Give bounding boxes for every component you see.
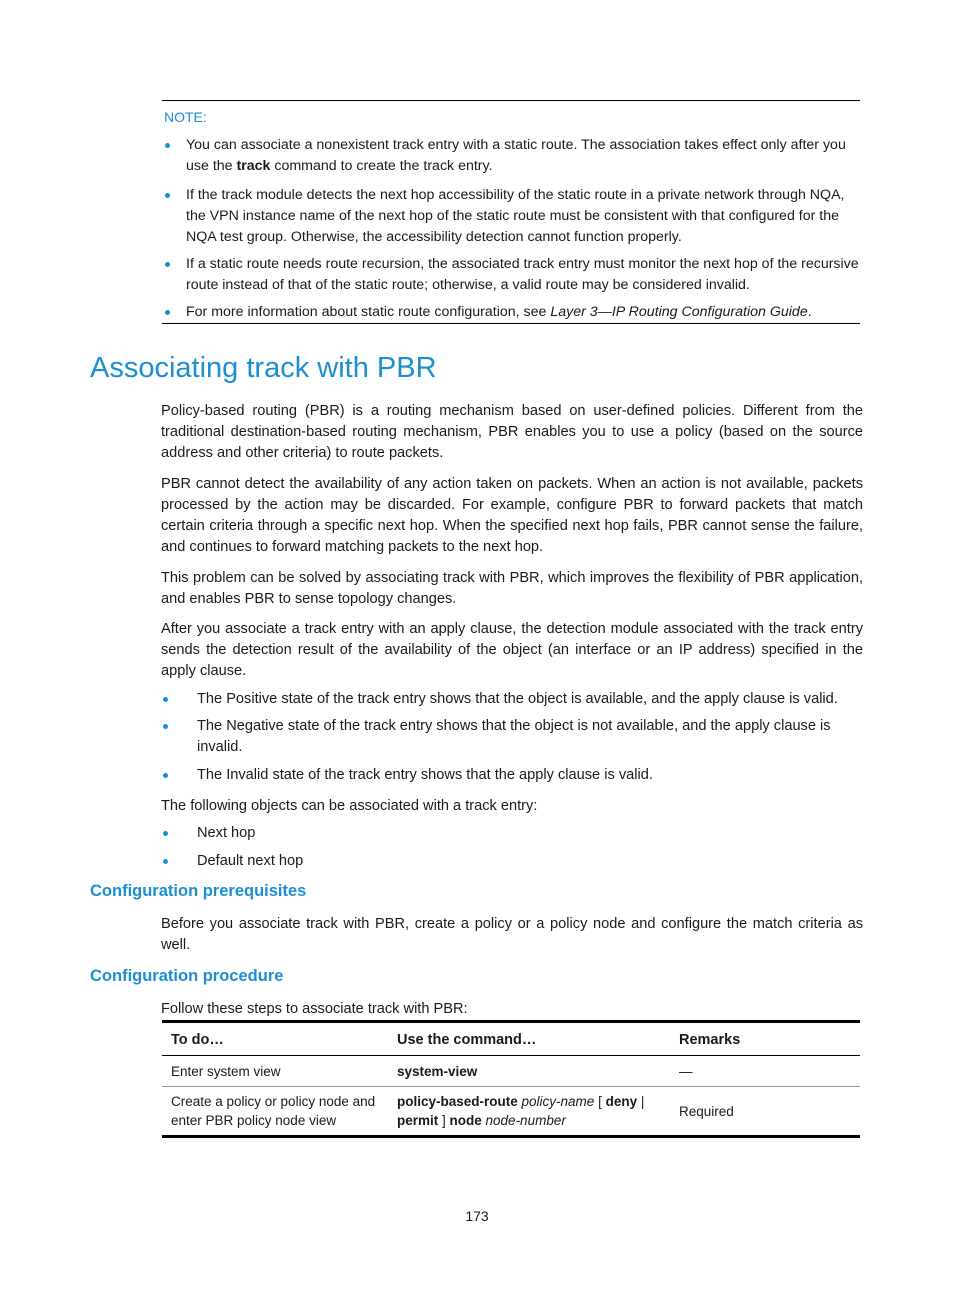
table-row: [162, 1056, 860, 1087]
bullet-icon: [165, 143, 170, 148]
note-box: [162, 100, 860, 324]
table-cell: —: [670, 1056, 860, 1087]
table-cell: Enter system view: [162, 1056, 388, 1087]
paragraph: The following objects can be associated with a track entry:: [161, 798, 538, 814]
table-row: [162, 1087, 860, 1137]
list-item: The Positive state of the track entry shows that the object is available, and the apply clause is valid.: [161, 689, 863, 710]
note-item: For more information about static route configuration, see Layer 3—IP Routing Configuration Guide.: [162, 302, 860, 323]
bullet-icon: [163, 697, 168, 702]
paragraph: Before you associate track with PBR, create a policy or a policy node and configure the match criteria as well.: [161, 916, 863, 953]
paragraph: This problem can be solved by associating track with PBR, which improves the flexibility of PBR application, and enables PBR to sense topology changes.: [161, 570, 863, 607]
table-header-row: [162, 1022, 860, 1056]
column-header: Use the command…: [388, 1022, 670, 1056]
bullet-icon: [163, 773, 168, 778]
bullet-icon: [165, 310, 170, 315]
list-item: The Negative state of the track entry shows that the object is not available, and the apply clause is invalid.: [161, 716, 863, 758]
command-table: [162, 1020, 860, 1138]
column-header: To do…: [162, 1022, 388, 1056]
list-item: The Invalid state of the track entry shows that the apply clause is valid.: [161, 765, 863, 786]
note-item: If the track module detects the next hop accessibility of the static route in a private network through NQA, the VPN instance name of the next hop of the static route must be consistent with that configured for the NQA test group. Otherwise, the accessibility detection cannot function properly.: [162, 185, 860, 248]
paragraph: Follow these steps to associate track with PBR:: [161, 1001, 468, 1017]
bullet-icon: [163, 831, 168, 836]
paragraph: Policy-based routing (PBR) is a routing mechanism based on user-defined policies. Different from the traditional destination-based routing mechanism, PBR enables you to use a policy (based on the source address and other criteria) to route packets.: [161, 403, 863, 461]
bullet-icon: [163, 859, 168, 864]
bullet-icon: [163, 724, 168, 729]
paragraph: PBR cannot detect the availability of any action taken on packets. When an action is not available, packets processed by the action may be discarded. For example, configure PBR to forward packets that match certain criteria through a specific next hop. When the specified next hop fails, PBR cannot sense the failure, and continues to forward matching packets to the next hop.: [161, 476, 863, 555]
list-item: Default next hop: [161, 851, 863, 872]
subsection-title: Configuration procedure: [90, 967, 284, 985]
table-cell: Required: [679, 1103, 734, 1119]
column-header: Remarks: [670, 1022, 860, 1056]
paragraph: After you associate a track entry with an apply clause, the detection module associated with the track entry sends the detection result of the availability of the object (an interface or an IP address) specified in the apply clause.: [161, 621, 863, 679]
note-item: If a static route needs route recursion, the associated track entry must monitor the next hop of the recursive route instead of that of the static route; otherwise, a valid route may be considered invalid.: [162, 254, 860, 296]
table-cell: system-view: [388, 1056, 670, 1087]
section-title: Associating track with PBR: [90, 352, 437, 384]
note-label: NOTE:: [164, 109, 207, 125]
table-cell: policy-based-route policy-name [ deny | permit ] node node-number: [397, 1094, 645, 1128]
table-cell: Create a policy or policy node and enter PBR policy node view: [171, 1094, 376, 1128]
bullet-icon: [165, 262, 170, 267]
subsection-title: Configuration prerequisites: [90, 882, 307, 900]
list-item: Next hop: [161, 823, 863, 844]
bullet-icon: [165, 193, 170, 198]
note-item: You can associate a nonexistent track entry with a static route. The association takes effect only after you use the track command to create the track entry.: [162, 135, 860, 177]
page-number: 173: [465, 1208, 489, 1224]
